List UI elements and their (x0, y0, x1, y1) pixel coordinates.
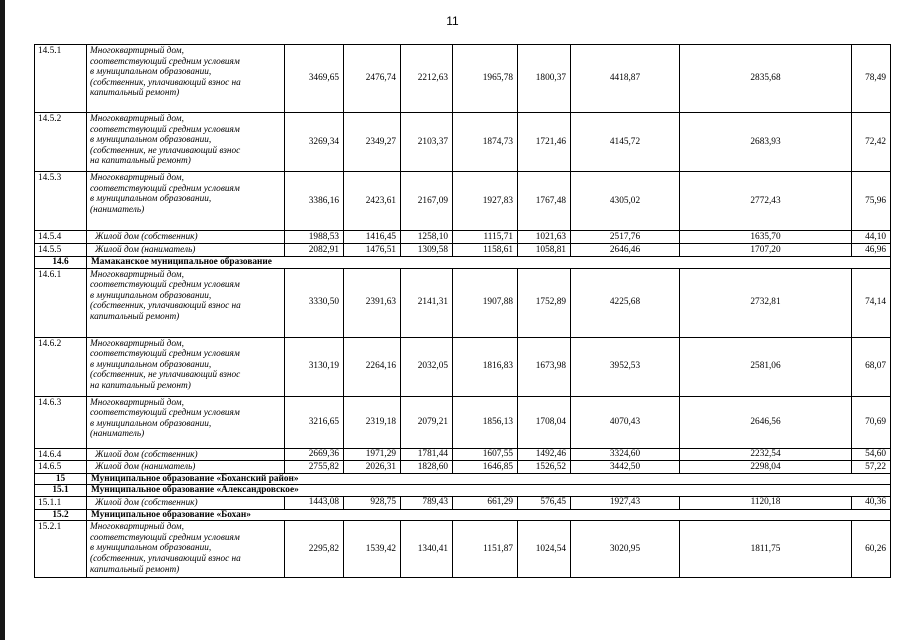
row-code: 14.6.1 (35, 268, 87, 337)
value-cell: 1151,87 (453, 521, 518, 578)
value-cell: 78,49 (852, 45, 891, 113)
row-code: 15.2.1 (35, 521, 87, 578)
description-line: Многоквартирный дом, (90, 522, 184, 533)
description-line: на капитальный ремонт) (90, 156, 191, 167)
value-cell: 1874,73 (453, 113, 518, 172)
value-cell: 928,75 (344, 496, 401, 509)
value-cell: 789,43 (401, 496, 453, 509)
section-title: Муниципальное образование «Александровское» (87, 485, 891, 497)
row-description (87, 521, 285, 578)
value-cell: 1158,61 (453, 244, 518, 257)
value-cell: 4145,72 (571, 113, 680, 172)
value-cell: 2646,56 (680, 396, 852, 448)
value-cell: 2319,18 (344, 396, 401, 448)
table-body (35, 45, 891, 578)
table-row (35, 396, 891, 448)
description-line: соответствующий средним условиям (90, 532, 240, 543)
value-cell: 1526,52 (518, 461, 571, 474)
value-cell: 3269,34 (285, 113, 344, 172)
row-code: 15 (35, 473, 87, 485)
value-cell: 2032,05 (401, 337, 453, 396)
value-cell: 68,07 (852, 337, 891, 396)
description-line: Жилой дом (собственник) (95, 449, 198, 460)
value-cell: 3442,50 (571, 461, 680, 474)
value-cell: 1781,44 (401, 448, 453, 461)
value-cell: 1971,29 (344, 448, 401, 461)
value-cell: 74,14 (852, 268, 891, 337)
description-line: Многоквартирный дом, (90, 397, 184, 408)
value-cell: 1115,71 (453, 231, 518, 244)
value-cell: 2167,09 (401, 172, 453, 231)
value-cell: 54,60 (852, 448, 891, 461)
value-cell: 3386,16 (285, 172, 344, 231)
scan-edge (0, 0, 5, 640)
value-cell: 2264,16 (344, 337, 401, 396)
row-description (87, 461, 285, 474)
value-cell: 75,96 (852, 172, 891, 231)
row-description (87, 268, 285, 337)
description-line: в муниципальном образовании, (90, 135, 212, 146)
value-cell: 1120,18 (680, 496, 852, 509)
row-description (87, 244, 285, 257)
value-cell: 2669,36 (285, 448, 344, 461)
value-cell: 70,69 (852, 396, 891, 448)
description-line: в муниципальном образовании, (90, 194, 212, 205)
value-cell: 40,36 (852, 496, 891, 509)
description-line: соответствующий средним условиям (90, 349, 240, 360)
value-cell: 2212,63 (401, 45, 453, 113)
value-cell: 1492,46 (518, 448, 571, 461)
row-code: 14.6.3 (35, 396, 87, 448)
table-row (35, 244, 891, 257)
row-description (87, 113, 285, 172)
value-cell: 2298,04 (680, 461, 852, 474)
value-cell: 1340,41 (401, 521, 453, 578)
section-title: Муниципальное образование «Бохан» (87, 509, 891, 521)
table-row (35, 496, 891, 509)
description-line: в муниципальном образовании, (90, 67, 212, 78)
description-line: соответствующий средним условиям (90, 183, 240, 194)
description-line: капитальный ремонт) (90, 564, 180, 575)
value-cell: 1927,83 (453, 172, 518, 231)
description-line: соответствующий средним условиям (90, 280, 240, 291)
row-code: 14.6.5 (35, 461, 87, 474)
value-cell: 1443,08 (285, 496, 344, 509)
description-line: Многоквартирный дом, (90, 46, 184, 56)
description-line: (наниматель) (90, 429, 145, 440)
value-cell: 1258,10 (401, 231, 453, 244)
value-cell: 3469,65 (285, 45, 344, 113)
value-cell: 1476,51 (344, 244, 401, 257)
description-line: капитальный ремонт) (90, 88, 180, 99)
value-cell: 1021,63 (518, 231, 571, 244)
row-code: 14.5.3 (35, 172, 87, 231)
row-code: 14.5.5 (35, 244, 87, 257)
value-cell: 1309,58 (401, 244, 453, 257)
value-cell: 1828,60 (401, 461, 453, 474)
value-cell: 1721,46 (518, 113, 571, 172)
row-description (87, 45, 285, 113)
value-cell: 1767,48 (518, 172, 571, 231)
row-code: 14.5.4 (35, 231, 87, 244)
row-code: 14.6 (35, 257, 87, 269)
value-cell: 1800,37 (518, 45, 571, 113)
value-cell: 57,22 (852, 461, 891, 474)
row-description (87, 231, 285, 244)
value-cell: 2082,91 (285, 244, 344, 257)
description-line: Жилой дом (наниматель) (95, 462, 196, 473)
value-cell: 2755,82 (285, 461, 344, 474)
description-line: Жилой дом (собственник) (95, 497, 198, 508)
value-cell: 3324,60 (571, 448, 680, 461)
value-cell: 2295,82 (285, 521, 344, 578)
value-cell: 3130,19 (285, 337, 344, 396)
row-code: 15.1.1 (35, 496, 87, 509)
value-cell: 1988,53 (285, 231, 344, 244)
description-line: Жилой дом (собственник) (95, 232, 198, 243)
row-description (87, 448, 285, 461)
value-cell: 2423,61 (344, 172, 401, 231)
description-line: соответствующий средним условиям (90, 408, 240, 419)
table-row (35, 337, 891, 396)
description-line: Многоквартирный дом, (90, 269, 184, 280)
row-description (87, 396, 285, 448)
value-cell: 2391,63 (344, 268, 401, 337)
value-cell: 2349,27 (344, 113, 401, 172)
row-code: 14.6.2 (35, 337, 87, 396)
value-cell: 1965,78 (453, 45, 518, 113)
description-line: Многоквартирный дом, (90, 173, 184, 183)
description-line: (собственник, не уплачивающий взнос (90, 145, 241, 156)
description-line: (собственник, уплачивающий взнос на (90, 553, 241, 564)
description-line: соответствующий средним условиям (90, 56, 240, 67)
row-description (87, 337, 285, 396)
value-cell: 1707,20 (680, 244, 852, 257)
value-cell: 1607,55 (453, 448, 518, 461)
value-cell: 2517,76 (571, 231, 680, 244)
value-cell: 2476,74 (344, 45, 401, 113)
value-cell: 4305,02 (571, 172, 680, 231)
value-cell: 2103,37 (401, 113, 453, 172)
value-cell: 1816,83 (453, 337, 518, 396)
value-cell: 2232,54 (680, 448, 852, 461)
value-cell: 2732,81 (680, 268, 852, 337)
table-row (35, 448, 891, 461)
table-row (35, 521, 891, 578)
section-row (35, 485, 891, 497)
value-cell: 661,29 (453, 496, 518, 509)
value-cell: 72,42 (852, 113, 891, 172)
row-code: 14.5.2 (35, 113, 87, 172)
value-cell: 1856,13 (453, 396, 518, 448)
table-row (35, 268, 891, 337)
description-line: в муниципальном образовании, (90, 359, 212, 370)
section-title: Мамаканское муниципальное образование (87, 257, 891, 269)
description-line: (собственник, уплачивающий взнос на (90, 301, 241, 312)
value-cell: 3216,65 (285, 396, 344, 448)
description-line: на капитальный ремонт) (90, 380, 191, 391)
value-cell: 1635,70 (680, 231, 852, 244)
row-description (87, 172, 285, 231)
table-row (35, 461, 891, 474)
section-row (35, 257, 891, 269)
value-cell: 1927,43 (571, 496, 680, 509)
row-code: 15.2 (35, 509, 87, 521)
row-code: 14.5.1 (35, 45, 87, 113)
value-cell: 1673,98 (518, 337, 571, 396)
value-cell: 1708,04 (518, 396, 571, 448)
value-cell: 4418,87 (571, 45, 680, 113)
row-description (87, 496, 285, 509)
table-row (35, 231, 891, 244)
value-cell: 60,26 (852, 521, 891, 578)
value-cell: 2772,43 (680, 172, 852, 231)
table-row (35, 45, 891, 113)
description-line: Многоквартирный дом, (90, 114, 184, 124)
description-line: в муниципальном образовании, (90, 543, 212, 554)
description-line: в муниципальном образовании, (90, 290, 212, 301)
value-cell: 576,45 (518, 496, 571, 509)
description-line: (наниматель) (90, 204, 145, 215)
value-cell: 1811,75 (680, 521, 852, 578)
description-line: (собственник, уплачивающий взнос на (90, 77, 241, 88)
value-cell: 3020,95 (571, 521, 680, 578)
value-cell: 3330,50 (285, 268, 344, 337)
value-cell: 2079,21 (401, 396, 453, 448)
value-cell: 2683,93 (680, 113, 852, 172)
value-cell: 3952,53 (571, 337, 680, 396)
value-cell: 4225,68 (571, 268, 680, 337)
value-cell: 4070,43 (571, 396, 680, 448)
section-row (35, 473, 891, 485)
value-cell: 2581,06 (680, 337, 852, 396)
value-cell: 1058,81 (518, 244, 571, 257)
value-cell: 44,10 (852, 231, 891, 244)
row-code: 14.6.4 (35, 448, 87, 461)
value-cell: 1646,85 (453, 461, 518, 474)
value-cell: 46,96 (852, 244, 891, 257)
value-cell: 1752,89 (518, 268, 571, 337)
value-cell: 2646,46 (571, 244, 680, 257)
table-row (35, 113, 891, 172)
page-number: 11 (446, 14, 459, 28)
value-cell: 2026,31 (344, 461, 401, 474)
value-cell: 2835,68 (680, 45, 852, 113)
description-line: капитальный ремонт) (90, 311, 180, 322)
value-cell: 1024,54 (518, 521, 571, 578)
table-row (35, 172, 891, 231)
value-cell: 1416,45 (344, 231, 401, 244)
row-code: 15.1 (35, 485, 87, 497)
section-row (35, 509, 891, 521)
description-line: (собственник, не уплачивающий взнос (90, 370, 241, 381)
value-cell: 2141,31 (401, 268, 453, 337)
tariff-table (34, 44, 891, 578)
description-line: соответствующий средним условиям (90, 124, 240, 135)
description-line: Жилой дом (наниматель) (95, 245, 196, 256)
description-line: Многоквартирный дом, (90, 338, 184, 349)
value-cell: 1907,88 (453, 268, 518, 337)
value-cell: 1539,42 (344, 521, 401, 578)
description-line: в муниципальном образовании, (90, 418, 212, 429)
section-title: Муниципальное образование «Боханский район» (87, 473, 891, 485)
